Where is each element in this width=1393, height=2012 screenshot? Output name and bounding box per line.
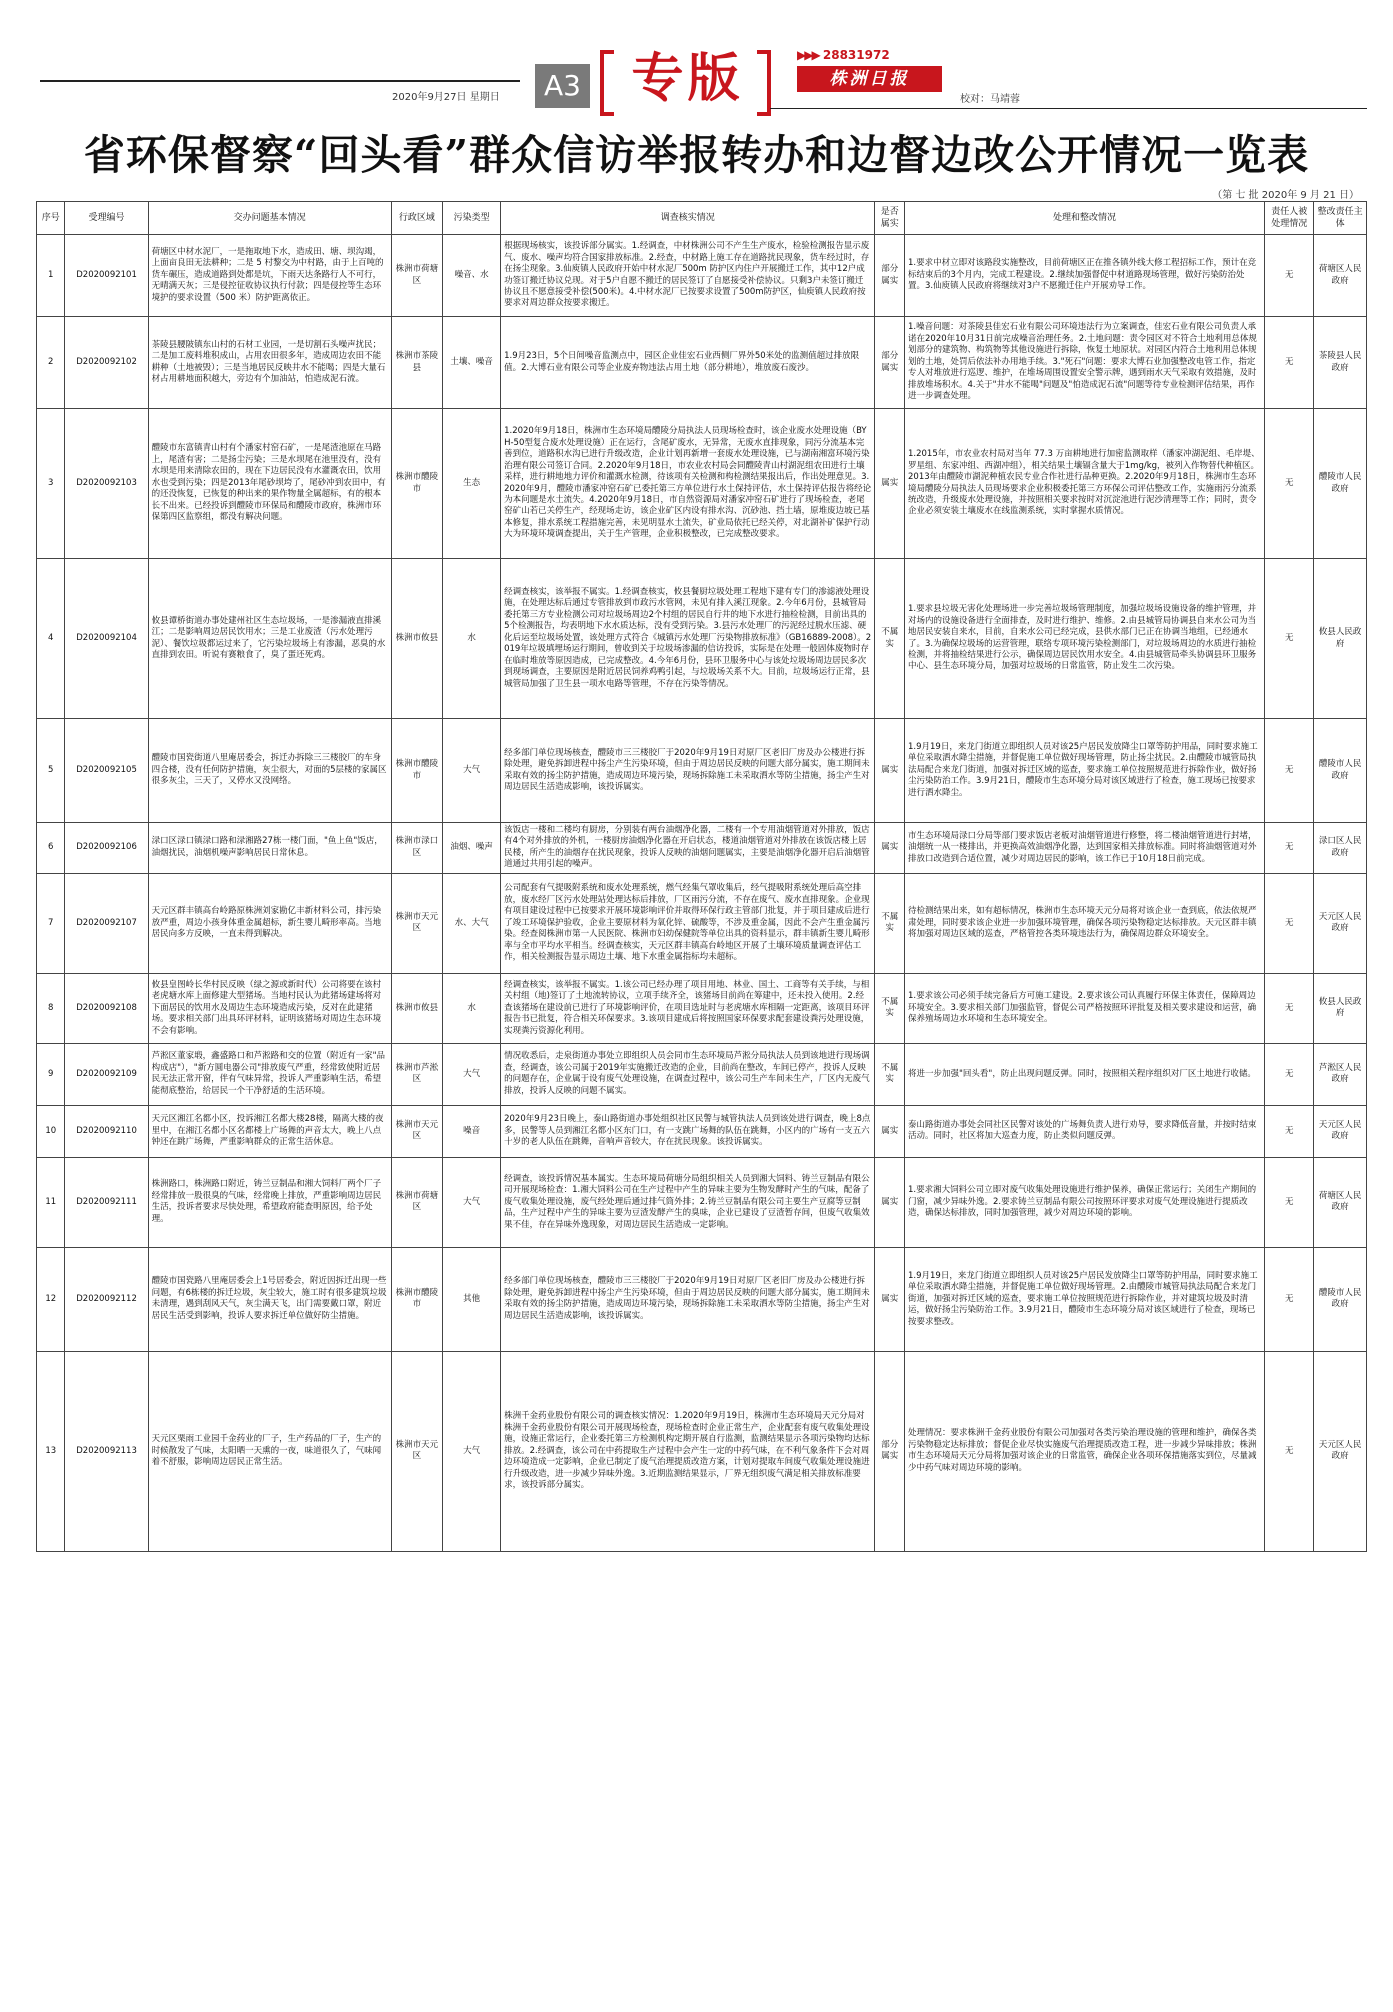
row-verified: 属实 — [875, 823, 905, 874]
row-code: D2020092101 — [65, 235, 148, 317]
row-verified: 不属实 — [875, 873, 905, 973]
header-survey: 调查核实情况 — [501, 202, 875, 235]
row-issue: 株洲路口，株洲路口附近，铸兰豆制品和湘大饲料厂两个厂子经常排放一股很臭的气味，经常晚上排放，严重影响周边居民生活，投诉者要求尽快处理，希望政府能查明原因，给予处理。 — [148, 1157, 391, 1247]
row-area: 株洲市荷塘区 — [391, 1157, 442, 1247]
row-number: 10 — [37, 1105, 65, 1157]
row-issue: 渌口区渌口镇渌口路和渌湘路27栋一楼门面，"鱼上鱼"饭店，油烟扰民，油烟机噪声影响居民日常休息。 — [148, 823, 391, 874]
row-number: 13 — [37, 1351, 65, 1551]
masthead-rule-left — [40, 80, 520, 82]
row-owner: 荷塘区人民政府 — [1314, 235, 1367, 317]
row-issue: 醴陵市东富镇青山村有个潘家村窑石矿，一是尾渣池原在马路上，尾渣有害；二是扬尘污染；三是水坝尾在池里没有，没有水坝是用来清除农田的，现在下边居民没有水灌溉农田，饮用水也受到污染；四是2013年尾砂坝垮了，尾砂冲到农田中，有的还没恢复，已恢复的种出来的果作物量全属超标，有的根本长不出来。已经投诉到醴陵市环保局和醴陵市政府，株洲市环保第四区监察组，都没有解决问题。 — [148, 409, 391, 559]
row-verified: 部分属实 — [875, 235, 905, 317]
row-area: 株洲市茶陵县 — [391, 317, 442, 409]
row-code: D2020092106 — [65, 823, 148, 874]
row-type: 其他 — [443, 1247, 501, 1351]
row-type: 大气 — [443, 1351, 501, 1551]
row-number: 2 — [37, 317, 65, 409]
row-owner: 天元区人民政府 — [1314, 1105, 1367, 1157]
row-owner: 茶陵县人民政府 — [1314, 317, 1367, 409]
row-area: 株洲市渌口区 — [391, 823, 442, 874]
row-code: D2020092111 — [65, 1157, 148, 1247]
row-verified: 属实 — [875, 409, 905, 559]
row-verified: 部分属实 — [875, 317, 905, 409]
row-number: 1 — [37, 235, 65, 317]
row-code: D2020092102 — [65, 317, 148, 409]
complaints-table — [36, 201, 1367, 1552]
table-row — [37, 1105, 1367, 1157]
row-number: 4 — [37, 559, 65, 719]
row-verified: 不属实 — [875, 973, 905, 1043]
row-verified: 属实 — [875, 1247, 905, 1351]
row-punished: 无 — [1265, 873, 1314, 973]
row-handling: 1.2015年，市农业农村局对当年 77.3 万亩耕地进行加密监测取样（潘家冲湖泥组、毛岸堤、罗星组、东家冲组、西湖冲组），相关结果土壤镉含量大于1mg/kg，被列入作物替代种植区。2013年由醴陵市湖泥种植农民专业合作社进行品种更换。2.2020年9月18日，株洲市生态环境局醴陵分局执法人员现场要求企业积极委托第三方环保公司评估整改工作，实施雨污分流系统改造，升级废水处理设施，并按照相关要求按时对沉淀池进行泥沙清理等工作；同时，责令企业必须安装土壤废水在线监测系统，实时掌握水质情况。 — [905, 409, 1265, 559]
row-punished: 无 — [1265, 1247, 1314, 1351]
row-type: 大气 — [443, 719, 501, 823]
row-verified: 不属实 — [875, 559, 905, 719]
row-code: D2020092110 — [65, 1105, 148, 1157]
row-area: 株洲市荷塘区 — [391, 235, 442, 317]
header-issue: 交办问题基本情况 — [148, 202, 391, 235]
row-owner: 醴陵市人民政府 — [1314, 1247, 1367, 1351]
header-area: 行政区域 — [391, 202, 442, 235]
row-punished: 无 — [1265, 559, 1314, 719]
row-type: 大气 — [443, 1157, 501, 1247]
row-handling: 1.要求湘大饲料公司立即对废气收集处理设施进行维护保养，确保正常运行；关闭生产期间的门窗，减少异味外逸。2.要求铸兰豆制品有限公司按照环评要求对废气处理设施进行提质改造，确保达标排放，同时加强管理，减少对周边环境的影响。 — [905, 1157, 1265, 1247]
header-owner: 整改责任主体 — [1314, 202, 1367, 235]
row-area: 株洲市天元区 — [391, 873, 442, 973]
row-area: 株洲市芦淞区 — [391, 1043, 442, 1105]
row-handling: 待检测结果出来，如有超标情况，株洲市生态环境天元分局将对该企业一查到底，依法依规严肃处理，同时要求该企业进一步加强环境管理，确保各项污染物稳定达标排放。天元区群丰镇将加强对周边区域的巡查，严格管控各类环境违法行为，确保周边群众环境安全。 — [905, 873, 1265, 973]
row-handling: 1.要求该公司必须手续完备后方可施工建设。2.要求该公司认真履行环保主体责任，保障周边环境安全。3.要求相关部门加强监管，督促公司严格按照环评批复及相关要求建设和运营，确保养殖场周边水环境和生态环境安全。 — [905, 973, 1265, 1043]
row-area: 株洲市天元区 — [391, 1105, 442, 1157]
row-type: 水 — [443, 973, 501, 1043]
row-survey: 该饭店一楼和二楼均有厨房，分别装有两台油烟净化器，二楼有一个专用油烟管道对外排放，饭店有4个对外排放的外机，一楼厨房油烟净化器在开启状态，楼道油烟管道对外排放在该饭店楼上居民楼，所产生的油烟存在扰民现象，投诉人反映的油烟问题属实，主要是油烟净化器开启后油烟管道通过共用引起的噪声。 — [501, 823, 875, 874]
header-handling: 处理和整改情况 — [905, 202, 1265, 235]
hotline — [797, 48, 890, 62]
row-punished: 无 — [1265, 317, 1314, 409]
row-owner: 攸县人民政府 — [1314, 559, 1367, 719]
row-handling: 将进一步加强"回头看"，防止出现问题反弹。同时，按照相关程序组织对厂区土地进行收储。 — [905, 1043, 1265, 1105]
row-type: 噪音 — [443, 1105, 501, 1157]
row-number: 11 — [37, 1157, 65, 1247]
row-issue: 芦淞区董家塅，鑫盛路口和芦淞路和交的位置（附近有一家"品构成店"），"新方圆电器公司"排放废气严重，经常致使附近居民无法正常开窗，伴有气味异常，投诉人严重影响生活，希望能彻底整治，给居民一个干净舒适的生活环境。 — [148, 1043, 391, 1105]
row-survey: 1.9月23日，5个日间噪音监测点中，园区企业佳宏石业西侧厂界外50米处的监测值超过排放限值。2.大博石业有限公司等企业废弃物违法占用土地（部分耕地），堆放废石废沙。 — [501, 317, 875, 409]
row-number: 3 — [37, 409, 65, 559]
table-row — [37, 973, 1367, 1043]
row-verified: 不属实 — [875, 1043, 905, 1105]
row-issue: 醴陵市国瓷路八里庵居委会上1号居委会，附近因拆迁出现一些问题，有6栋楼的拆迁垃圾，灰尘较大，施工时有很多建筑垃圾未清理，遇到刮风天气，灰尘满天飞，出门需要戴口罩，附近居民生活受到影响，投诉人要求拆迁单位做好防尘措施。 — [148, 1247, 391, 1351]
table-row — [37, 823, 1367, 874]
row-owner: 渌口区人民政府 — [1314, 823, 1367, 874]
hotline-number: 28831972 — [822, 48, 890, 62]
row-punished: 无 — [1265, 1043, 1314, 1105]
row-area: 株洲市醴陵市 — [391, 1247, 442, 1351]
row-punished: 无 — [1265, 1351, 1314, 1551]
row-type: 生态 — [443, 409, 501, 559]
row-survey: 根据现场核实，该投诉部分属实。1.经调查，中材株洲公司不产生生产废水，检验检测报告显示废气、废水、噪声均符合国家排放标准。2.经查，中材路上施工存在道路扰民现象，货车经过时，存在扬尘现象。3.仙庾镇人民政府开始中材水泥厂500m 防护区内住户开展搬迁工作，其中12户成功签订搬迁协议兑现。对于5户自愿不搬迁的居民签订了自愿接受补偿协议。只剩3户未签订搬迁协议且不愿意接受补偿(500米)。4.中材水泥厂已按要求设置了500m防护区，仙庾镇人民政府按要求对周边群众按要求搬迁。 — [501, 235, 875, 317]
row-number: 12 — [37, 1247, 65, 1351]
row-number: 5 — [37, 719, 65, 823]
row-owner: 天元区人民政府 — [1314, 1351, 1367, 1551]
row-survey: 经调查核实，该举报不属实。1.该公司已经办理了项目用地、林业、国土、工商等有关手续，与相关村组（地)签订了土地流转协议，立项手续齐全，该猪场目前尚在筹建中，还未投入使用。2.经查该猪场在建设前已进行了环境影响评价，在项目选址时与老虎塘水库相隔一定距离，该项目环评报告书已批复，符合相关环保要求。3.该项目建成后将按照国家环保要求配套建设粪污处理设施，实现粪污资源化利用。 — [501, 973, 875, 1043]
row-owner: 醴陵市人民政府 — [1314, 409, 1367, 559]
row-code: D2020092105 — [65, 719, 148, 823]
table-row — [37, 1351, 1367, 1551]
row-handling: 1.要求中材立即对该路段实施整改，目前荷塘区正在推各镇外线大修工程招标工作，预计在竞标结束后的3个月内，完成工程建设。2.继续加强督促中材道路现场管理，做好污染防治处置。3.仙庾镇人民政府将继续对3户不愿搬迁住户开展劝导工作。 — [905, 235, 1265, 317]
row-survey: 情况收悉后，走泉街道办事处立即组织人员会同市生态环境局芦淞分局执法人员到该地进行现场调查，经调查，该公司属于2019年实施搬迁改造的企业，目前尚在整改，车间已停产，投诉人反映的问题存在，企业属于设有废气处理设施，在调查过程中，该公司生产车间未生产，厂区内无废气排放，投诉人反映的问题不属实。 — [501, 1043, 875, 1105]
table-row — [37, 409, 1367, 559]
row-code: D2020092103 — [65, 409, 148, 559]
header-type: 污染类型 — [443, 202, 501, 235]
issue-date: 2020年9月27日 星期日 — [392, 92, 500, 103]
table-row — [37, 1043, 1367, 1105]
header-punish: 责任人被处理情况 — [1265, 202, 1314, 235]
row-type: 噪音、水 — [443, 235, 501, 317]
header-code: 受理编号 — [65, 202, 148, 235]
row-type: 土壤、噪音 — [443, 317, 501, 409]
row-type: 油烟、噪声 — [443, 823, 501, 874]
header-no: 序号 — [37, 202, 65, 235]
row-issue: 攸县谭桥街道办事处建州社区生态垃圾场，一是渗漏液直排溪江；二是影响周边居民饮用水；三是工业废渣（污水处理污泥）、餐饮垃圾都运过来了，它污染垃圾场上有渗漏，恶臭的水直排到农田。听说有赛粮食了，臭了蛋还死鸡。 — [148, 559, 391, 719]
row-owner: 醴陵市人民政府 — [1314, 719, 1367, 823]
row-verified: 部分属实 — [875, 1351, 905, 1551]
section-name: 专版 — [631, 48, 744, 109]
row-verified: 属实 — [875, 719, 905, 823]
row-survey: 公司配套有气提吸附系统和废水处理系统，燃气经集气罩收集后，经气提吸附系统处理后高空排放，废水经厂区污水处理站处理达标后排放，厂区雨污分流，不存在废气、废水直排现象。企业现有项目建设过程中已按要求开展环境影响评价并取得环保行政主管部门批复，并于项目建成后进行了竣工环境保护验收，企业主要原材料为氧化锌、硫酸等，不涉及重金属，因此不会产生重金属污染。经查阅株洲市第一人民医院、株洲市妇幼保健院等单位出具的资料显示，群丰镇新生婴儿畸形率与全市平均水平相当。经调查核实，天元区群丰镇高台岭地区开展了土壤环境质量调查评估工作，相关检测报告显示周边土壤、地下水重金属指标均未超标。 — [501, 873, 875, 973]
row-issue: 天元区栗雨工业园千金药业的厂子，生产药品的厂子，生产的时候散发了气味，太阳晒一天熏的一夜，味道很久了，气味闻着不舒服，影响周边居民正常生活。 — [148, 1351, 391, 1551]
row-owner: 天元区人民政府 — [1314, 873, 1367, 973]
row-survey: 经调查核实，该举报不属实。1.经调查核实，攸县餐厨垃圾处理工程地下建有专门的渗滤液处理设施，在处理达标后通过专管排放到市政污水管网，未见有排入溪江现象。2.今年6月份，县城管局委托第三方专业检测公司对垃圾场周边2个村组的居民自行井的地下水进行抽检检测，目前出具的5个检测报告，均表明地下水水质达标，没有受到污染。3.县污水处理厂的污泥经过脱水压滤、硬化后运至垃圾场处置，该处理方式符合《城镇污水处理厂污染物排放标准》（GB16889-2008）。2019年垃圾填埋场运行期间，曾收到关于垃圾场渗漏的信访投诉，实际是在处理一般固体废物时存在临时堆放等原因造成，已完成整改。4.今年6月份，县环卫服务中心与该处垃圾场周边居民多次到现场调查，主要原因是附近居民饲养鸡鸭引起，与垃圾场关系不大。目前，垃圾场运行正常，县城管局加强了卫生县一项水电路等管理，不存在污染等情况。 — [501, 559, 875, 719]
row-issue: 茶陵县腰陂镇东山村的石材工业园，一是切割石头噪声扰民；二是加工废料堆积成山，占用农田很多年，造成周边农田不能耕种（土地被毁）；三是当地居民反映井水不能喝；四是大量石材占用耕地面积越大，旁边有个加油站，怕造成泥石流。 — [148, 317, 391, 409]
row-verified: 属实 — [875, 1105, 905, 1157]
row-code: D2020092108 — [65, 973, 148, 1043]
page-title: 省环保督察“回头看”群众信访举报转办和边督边改公开情况一览表 — [83, 131, 1310, 179]
row-survey: 经调查，该投诉情况基本属实。生态环境局荷塘分局组织相关人员到湘大饲料、铸兰豆制品有限公司开展现场检查：1.湘大饲料公司在生产过程中产生的异味主要为生物发酵时产生的气味，配备了废气收集处理设施，废气经处理后通过排气筒外排；2.铸兰豆制品有限公司主要生产豆腐等豆制品，生产过程中产生的异味主要为豆渣发酵产生的臭味，企业已建设了豆渣暂存间，但废气收集效果不佳，存在异味外逸现象，对周边居民生活造成一定影响。 — [501, 1157, 875, 1247]
table-row — [37, 317, 1367, 409]
table-row — [37, 559, 1367, 719]
proofreader-credit: 校对：马靖蓉 — [960, 94, 1020, 105]
row-survey: 1.2020年9月18日，株洲市生态环境局醴陵分局执法人员现场检查时，该企业废水处理设施（BYH-50型复合废水处理设施）正在运行，含尾矿废水，无异常，无废水直排现象，同污分流基本完善到位，道路积水沟已进行升级改造，企业计划再新增一套废水处理设施，已与湖南湘富环境污染治理有限公司签订合同。2.2020年9月18日，市农业农村局会同醴陵青山村湖泥组农田进行土壤采样，进行耕地地力评价和灌溉水检测，待该项有关检测和构检测结果报出后，作出处理意见。3.2020年9月，醴陵市潘家冲窑石矿已委托第三方单位进行水土保持评估，水土保持评估报告将经论为本问题是水土流失。4.2020年9月18日，市自然资源局对潘家冲窑石矿进行了现场检查，老尾窑矿山若已关停生产，经现场走访，该企业矿区内设有排水沟、沉砂池、挡土墙，原堆废边坡已基本修复，排水系统工程措施完善，未见明显水土流失，矿业局依托已经关停，对北湖补矿保护行动大为环境环境调查提出，关于生产管理，企业积极整改，已完成整改要求。 — [501, 409, 875, 559]
row-punished: 无 — [1265, 823, 1314, 874]
masthead-rule-right — [770, 108, 1367, 109]
row-issue: 攸县皇图岭长华村民反映（绿之源或新时代）公司将要在该村老虎塘水库上面修建大型猪场。当地村民认为此猪场建场将对下面居民的饮用水及周边生态环境造成污染，反对在此建猪场。要求相关部门出具环评材料，证明该猪场对周边生态环境不会有影响。 — [148, 973, 391, 1043]
section-bracket-left — [600, 50, 614, 116]
row-code: D2020092104 — [65, 559, 148, 719]
row-punished: 无 — [1265, 1105, 1314, 1157]
row-handling: 1.噪音问题：对茶陵县佳宏石业有限公司环境违法行为立案调查，佳宏石业有限公司负责人承诺在2020年10月31日前完成噪音治理任务。2.土地问题：责令园区对不符合土地利用总体规划部分的建筑物、构筑物等其他设施进行拆除，恢复土地原状。对园区内符合土地利用总体规划的土地，处罚后依法补办用地手续。3."死石"问题：要求大博石业加强整改电管工作，指定专人对堆放进行巡逻、维护，在堆场周围设置安全警示牌，遇到雨水天气采取有效措施，及时排放堆场积水。4.关于"井水不能喝"问题及"怕造成泥石流"问题等待专业检测评估结果，再作进一步调查处理。 — [905, 317, 1265, 409]
row-verified: 属实 — [875, 1157, 905, 1247]
row-code: D2020092112 — [65, 1247, 148, 1351]
section-bracket-right — [757, 50, 771, 116]
table-row — [37, 235, 1367, 317]
row-area: 株洲市攸县 — [391, 559, 442, 719]
row-area: 株洲市天元区 — [391, 1351, 442, 1551]
row-type: 大气 — [443, 1043, 501, 1105]
row-code: D2020092107 — [65, 873, 148, 973]
row-punished: 无 — [1265, 235, 1314, 317]
row-handling: 1.9月19日，来龙门街道立即组织人员对该25户居民发放降尘口罩等防护用品，同时要求施工单位采取洒水降尘措施，并督促施工单位做好现场管理，防止扬尘扰民。2.由醴陵市城管局执法局配合来龙门街道，加强对拆迁区域的巡查，要求施工单位按照规范进行拆除作业，做好扬尘污染防治工作。3.9月21日，醴陵市生态环境分局对该区域进行了检查，施工现场已按要求进行洒水降尘。 — [905, 719, 1265, 823]
row-owner: 芦淞区人民政府 — [1314, 1043, 1367, 1105]
row-handling: 泰山路街道办事处会同社区民警对该处的广场舞负责人进行劝导，要求降低音量，并按时结束活动。同时，社区将加大巡查力度，防止类似问题反弹。 — [905, 1105, 1265, 1157]
table-header-row — [37, 202, 1367, 235]
row-handling: 1.9月19日，来龙门街道立即组织人员对该25户居民发放降尘口罩等防护用品，同时要求施工单位采取洒水降尘措施，并督促施工单位做好现场管理。2.由醴陵市城管局执法局配合来龙门街道，加强对拆迁区域的巡查，要求施工单位按照规范进行拆除作业，并对建筑垃圾及时清运，做好扬尘污染防治工作。3.9月21日，醴陵市生态环境分局对该区域进行了检查，现场已按要求整改。 — [905, 1247, 1265, 1351]
row-type: 水、大气 — [443, 873, 501, 973]
row-code: D2020092113 — [65, 1351, 148, 1551]
row-number: 8 — [37, 973, 65, 1043]
batch-date: （第 七 批 2020年 9 月 21 日） — [1212, 190, 1359, 201]
row-issue: 醴陵市国瓷街道八里庵居委会，拆迁办拆除三三楼胶厂的车身四合楼，没有任何防护措施，灰尘很大，对面的5层楼的家属区很多灰尘，三天了，又停水又没网络。 — [148, 719, 391, 823]
header-true: 是否属实 — [875, 202, 905, 235]
row-number: 7 — [37, 873, 65, 973]
row-area: 株洲市醴陵市 — [391, 409, 442, 559]
row-handling: 1.要求县垃圾无害化处理场进一步完善垃圾场管理制度，加强垃圾场设施设备的维护管理，并对场内的设施设备进行全面排查，及时进行维护、维修。2.由县城管局协调县自来水公司为当地居民安装自来水，目前，自来水公司已经完成，县供水部门已正在协调当地组，已经通水了。3.为确保垃圾场的运营管理，联络专项环境污染检测部门，对垃圾场周边的水质进行抽检检测，并将抽检结果进行公示，确保周边居民饮用水安全。4.由县城管局牵头协调县环卫服务中心、县生态环境分局，加强对垃圾场的日常监管，防止发生二次污染。 — [905, 559, 1265, 719]
row-punished: 无 — [1265, 409, 1314, 559]
paper-logo: 株洲日报 — [797, 66, 942, 92]
row-area: 株洲市醴陵市 — [391, 719, 442, 823]
row-handling: 处理情况：要求株洲千金药业股份有限公司加强对各类污染治理设施的管理和维护，确保各类污染物稳定达标排放；督促企业尽快实施废气治理提质改造工程，进一步减少异味排放；株洲市生态环境局天元分局将加强对该企业的日常监管，确保企业各项环保措施落实到位，尽量减少中药气味对周边环境的影响。 — [905, 1351, 1265, 1551]
masthead — [0, 0, 1393, 112]
table-row — [37, 873, 1367, 973]
row-issue: 荷塘区中材水泥厂，一是拖取地下水，造成田、塘、坝沟竭，上面亩良田无法耕种；二是 5 村黎交为中村路，由于上百吨的货车碾压，造成道路到处都是坑，下雨天达条路行人不可行，无晴满天灰；三是侵控征收协议执行付款；四是侵控等生态环境护的要求设置（500 米）防护距离依正。 — [148, 235, 391, 317]
row-type: 水 — [443, 559, 501, 719]
row-code: D2020092109 — [65, 1043, 148, 1105]
row-survey: 经多部门单位现场核查，醴陵市三三楼胶厂于2020年9月19日对原厂区老旧厂房及办公楼进行拆除处理，避免拆卸进程中扬尘产生污染环境，但由于周边居民反映的问题大部分属实，施工期间未采取有效的扬尘防护措施，造成周边环境污染，现场拆除施工未采取洒水等防尘措施，扬尘产生对周边居民生活造成影响，该投诉属实。 — [501, 1247, 875, 1351]
row-owner: 荷塘区人民政府 — [1314, 1157, 1367, 1247]
row-survey: 2020年9月23日晚上，泰山路街道办事处组织社区民警与城管执法人员到该处进行调查，晚上8点多，民警等人员到湘江名都小区东门口，有一支跳广场舞的队伍在跳舞，小区内的广场有一支五六十岁的老人队伍在跳舞，音响声音较大，存在扰民现象。该投诉属实。 — [501, 1105, 875, 1157]
row-number: 6 — [37, 823, 65, 874]
row-handling: 市生态环境局渌口分局等部门要求饭店老板对油烟管道进行修整，将二楼油烟管道进行封堵，油烟统一从一楼排出，并更换高效油烟净化器，达到国家相关排放标准。同时将油烟管道对外排放口改造到合适位置，减少对周边居民的影响，该工作已于10月18日前完成。 — [905, 823, 1265, 874]
hotline-arrows-icon: ▶▶▶ — [797, 48, 819, 62]
row-survey: 株洲千金药业股份有限公司的调查核实情况：1.2020年9月19日，株洲市生态环境局天元分局对株洲千金药业股份有限公司开展现场检查，现场检查时企业正常生产，企业配套有废气收集处理设施，设施正常运行，企业委托第三方检测机构定期开展自行监测，监测结果显示各项污染物均达标排放。2.经调查，该公司在中药提取生产过程中会产生一定的中药气味，在不利气象条件下会对周边环境造成一定影响，企业已制定了废气治理提质改造方案，计划对提取车间废气收集处理设施进行升级改造，进一步减少异味外逸。3.近期监测结果显示，厂界无组织废气满足相关排放标准要求，该投诉部分属实。 — [501, 1351, 875, 1551]
row-issue: 天元区群丰镇高台岭路原株洲刘家勘亿丰新材料公司，排污染放严重，周边小孩身体重金属超标，新生婴儿畸形率高。当地居民向多方反映，一直未得到解决。 — [148, 873, 391, 973]
row-punished: 无 — [1265, 973, 1314, 1043]
row-issue: 天元区湘江名都小区，投诉湘江名都大楼28楼，隔离大楼的夜里中，在湘江名都小区名都楼上广场舞的声音太大，晚上八点钟还在跳广场舞，严重影响群众的正常生活休息。 — [148, 1105, 391, 1157]
table-row — [37, 1157, 1367, 1247]
table-row — [37, 719, 1367, 823]
row-number: 9 — [37, 1043, 65, 1105]
row-area: 株洲市攸县 — [391, 973, 442, 1043]
row-owner: 攸县人民政府 — [1314, 973, 1367, 1043]
row-survey: 经多部门单位现场核查，醴陵市三三楼胶厂于2020年9月19日对原厂区老旧厂房及办公楼进行拆除处理，避免拆卸进程中扬尘产生污染环境，但由于周边居民反映的问题大部分属实，施工期间未采取有效的扬尘防护措施，造成周边环境污染，现场拆除施工未采取洒水等防尘措施，扬尘产生对周边居民生活造成影响，该投诉属实。 — [501, 719, 875, 823]
table-row — [37, 1247, 1367, 1351]
page-number: A3 — [535, 64, 590, 108]
row-punished: 无 — [1265, 1157, 1314, 1247]
row-punished: 无 — [1265, 719, 1314, 823]
